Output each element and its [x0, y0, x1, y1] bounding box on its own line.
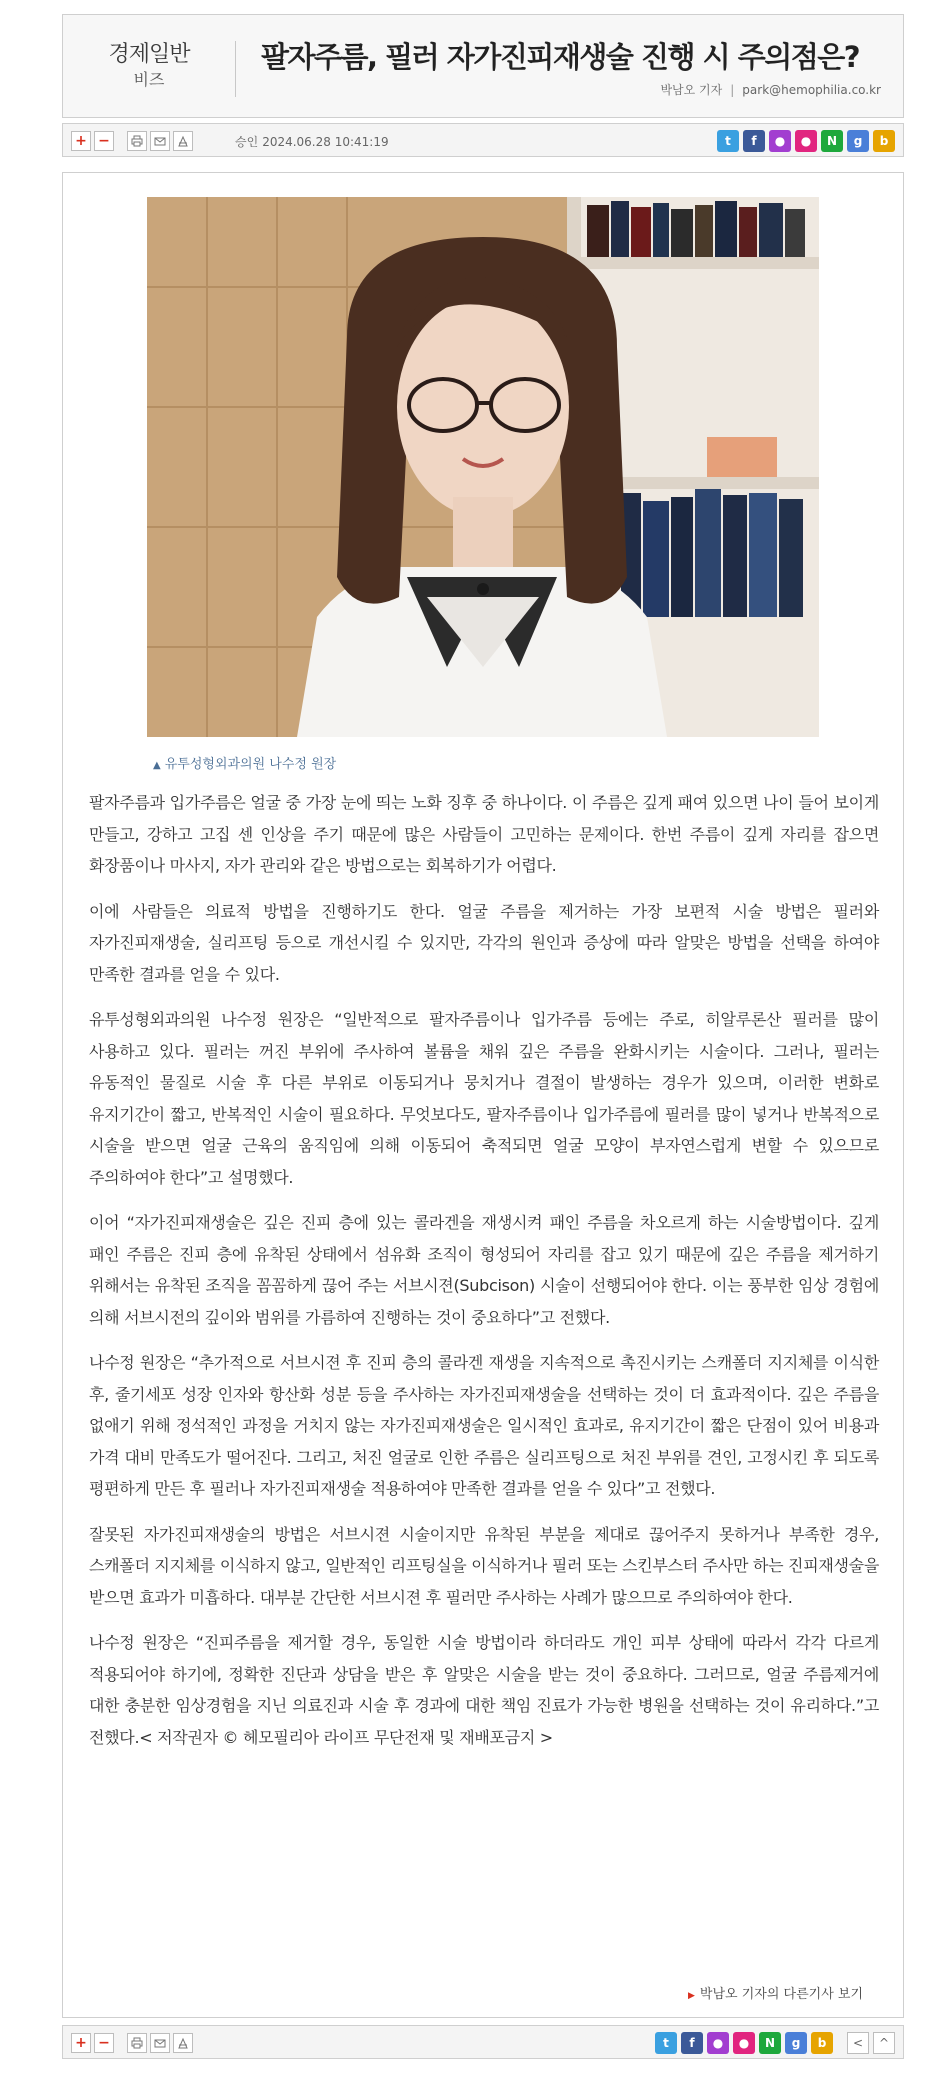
approval-info: [235, 133, 389, 150]
toolbar-tools: [71, 131, 196, 151]
kakaotalk-icon[interactable]: ●: [769, 130, 791, 152]
naver-icon[interactable]: N: [821, 130, 843, 152]
font-size-decrease-button[interactable]: −: [94, 131, 114, 151]
caption-triangle-icon: ▲: [153, 760, 161, 771]
category: [63, 41, 235, 91]
print-icon[interactable]: [127, 2033, 147, 2053]
kakaostory-icon[interactable]: ●: [795, 130, 817, 152]
font-size-decrease-button[interactable]: −: [94, 2033, 114, 2053]
article-toolbar-bottom: [62, 2025, 904, 2059]
kakaostory-icon[interactable]: ●: [733, 2032, 755, 2054]
email-icon[interactable]: [150, 2033, 170, 2053]
arrow-right-icon: ▶: [687, 1991, 695, 2001]
scrap-icon[interactable]: [173, 2033, 193, 2053]
google-icon[interactable]: g: [785, 2032, 807, 2054]
sns-share-group-bottom: [651, 2032, 895, 2054]
article-paragraph: 나수정 원장은 “진피주름을 제거할 경우, 동일한 시술 방법이라 하더라도 개인 피부 상태에 따라서 각각 다르게 적용되어야 하기에, 정확한 진단과 상담을 받은 후 알맞은 시술을 받는 것이 중요하다. 그러므로, 얼굴 주름제거에 대한 충분한 임상경험을 지닌 의료진과 시술 후 경과에 대한 책임 진료가 가능한 병원을 선택하는 것이 유리하다.”고 전했다.< 저작권자 © 헤모필리아 라이프 무단전재 및 재배포금지 >: [89, 1633, 879, 1747]
header-divider: [235, 41, 236, 97]
scroll-top-button[interactable]: ^: [873, 2032, 895, 2054]
reporter-name: 박남오 기자: [660, 83, 723, 97]
print-icon[interactable]: [127, 131, 147, 151]
article-paragraph: 잘못된 자가진피재생술의 방법은 서브시젼 시술이지만 유착된 부분을 제대로 끊어주지 못하거나 부족한 경우, 스캐폴더 지지체를 이식하지 않고, 일반적인 리프팅실을 이식하거나 필러 또는 스킨부스터 주사만 하는 진피재생술을 받으면 효과가 미흡하다. 대부분 간단한 서브시젼 후 필러만 주사하는 사례가 많으므로 주의하여야 한다.: [89, 1524, 879, 1607]
twitter-icon[interactable]: t: [655, 2032, 677, 2054]
approval-date: 2024.06.28 10:41:19: [262, 135, 389, 149]
article-paragraph: 이어 “자가진피재생술은 깊은 진피 층에 있는 콜라겐을 재생시켜 패인 주름을 차오르게 하는 시술방법이다. 깊게 패인 주름은 진피 층에 유착된 상태에서 섬유화 조직이 형성되어 자리를 잡고 있기 때문에 깊은 주름을 제거하기 위해서는 유착된 조직을 꼼꼼하게 끊어 주는 서브시젼(Subcison) 시술이 선행되어야 한다. 이는 풍부한 임상 경험에 의해 서브시전의 깊이와 범위를 가름하여 진행하는 것이 중요하다”고 전했다.: [89, 1213, 879, 1327]
prev-article-button[interactable]: <: [847, 2032, 869, 2054]
doctor-portrait-image: [147, 197, 819, 737]
article-header: [62, 14, 904, 118]
article-body-box: [62, 172, 904, 2018]
google-icon[interactable]: g: [847, 130, 869, 152]
toolbar-tools-bottom: [71, 2033, 196, 2053]
twitter-icon[interactable]: t: [717, 130, 739, 152]
facebook-icon[interactable]: f: [743, 130, 765, 152]
category-sub[interactable]: 비즈: [133, 70, 165, 89]
article-title: 팔자주름, 필러 자가진피재생술 진행 시 주의점은?: [261, 40, 860, 74]
article-text: [89, 787, 879, 1767]
photo-caption-text: 유투성형외과의원 나수정 원장: [164, 757, 337, 772]
band-icon[interactable]: b: [811, 2032, 833, 2054]
article-paragraph: 팔자주름과 입가주름은 얼굴 중 가장 눈에 띄는 노화 징후 중 하나이다. 이 주름은 깊게 패여 있으면 나이 들어 보이게 만들고, 강하고 고집 센 인상을 주기 때문에 많은 사람들이 고민하는 문제이다. 한번 주름이 깊게 자리를 잡으면 화장품이나 마사지, 자가 관리와 같은 방법으로는 회복하기가 어렵다.: [89, 793, 879, 875]
kakaotalk-icon[interactable]: ●: [707, 2032, 729, 2054]
reporter-email[interactable]: park@hemophilia.co.kr: [742, 83, 881, 97]
article-toolbar-top: [62, 123, 904, 157]
approval-label: 승인: [235, 135, 259, 149]
more-articles-link[interactable]: [688, 1983, 863, 2002]
sns-share-group: [713, 130, 895, 152]
more-articles-label[interactable]: 박남오 기자의 다른기사 보기: [699, 1987, 863, 2002]
article-paragraph: 나수정 원장은 “추가적으로 서브시젼 후 진피 층의 콜라겐 재생을 지속적으로 촉진시키는 스캐폴더 지지체를 이식한 후, 줄기세포 성장 인자와 항산화 성분 등을 주사하는 자가진피재생술을 선택하는 것이 더 효과적이다. 깊은 주름을 없애기 위해 정석적인 과정을 거치지 않는 자가진피재생술은 일시적인 효과로, 유지기간이 짧은 단점이 있어 비용과 가격 대비 만족도가 떨어진다. 그리고, 처진 얼굴로 인한 주름은 실리프팅으로 처진 부위를 견인, 고정시킨 후 되도록 평편하게 만든 후 필러나 자가진피재생술 적용하여야 만족한 결과를 얻을 수 있다”고 전했다.: [89, 1353, 879, 1498]
photo-caption: [153, 753, 336, 772]
band-icon[interactable]: b: [873, 130, 895, 152]
byline: [660, 81, 881, 98]
font-size-increase-button[interactable]: +: [71, 131, 91, 151]
email-icon[interactable]: [150, 131, 170, 151]
byline-separator: |: [730, 83, 735, 97]
facebook-icon[interactable]: f: [681, 2032, 703, 2054]
category-main[interactable]: 경제일반: [108, 42, 190, 67]
scrap-icon[interactable]: [173, 131, 193, 151]
naver-icon[interactable]: N: [759, 2032, 781, 2054]
article-photo: [147, 197, 819, 737]
article-paragraph: 이에 사람들은 의료적 방법을 진행하기도 한다. 얼굴 주름을 제거하는 가장 보편적 시술 방법은 필러와 자가진피재생술, 실리프팅 등으로 개선시킬 수 있지만, 각각의 원인과 증상에 따라 알맞은 방법을 선택을 하여야 만족한 결과를 얻을 수 있다.: [89, 901, 879, 984]
article-paragraph: 유투성형외과의원 나수정 원장은 “일반적으로 팔자주름이나 입가주름 등에는 주로, 히알루론산 필러를 많이 사용하고 있다. 필러는 꺼진 부위에 주사하여 볼륨을 채워 깊은 주름을 완화시키는 시술이다. 그러나, 필러는 유동적인 물질로 시술 후 다른 부위로 이동되거나 뭉치거나 결절이 발생하는 경우가 있으며, 이러한 변화로 유지기간이 짧고, 반복적인 시술이 필요하다. 무엇보다도, 팔자주름이나 입가주름에 필러를 많이 넣거나 반복적으로 시술을 받으면 얼굴 근육의 움직임에 의해 이동되어 축적되면 얼굴 모양이 부자연스럽게 변할 수 있으므로 주의하여야 한다”고 설명했다.: [89, 1010, 879, 1187]
font-size-increase-button[interactable]: +: [71, 2033, 91, 2053]
